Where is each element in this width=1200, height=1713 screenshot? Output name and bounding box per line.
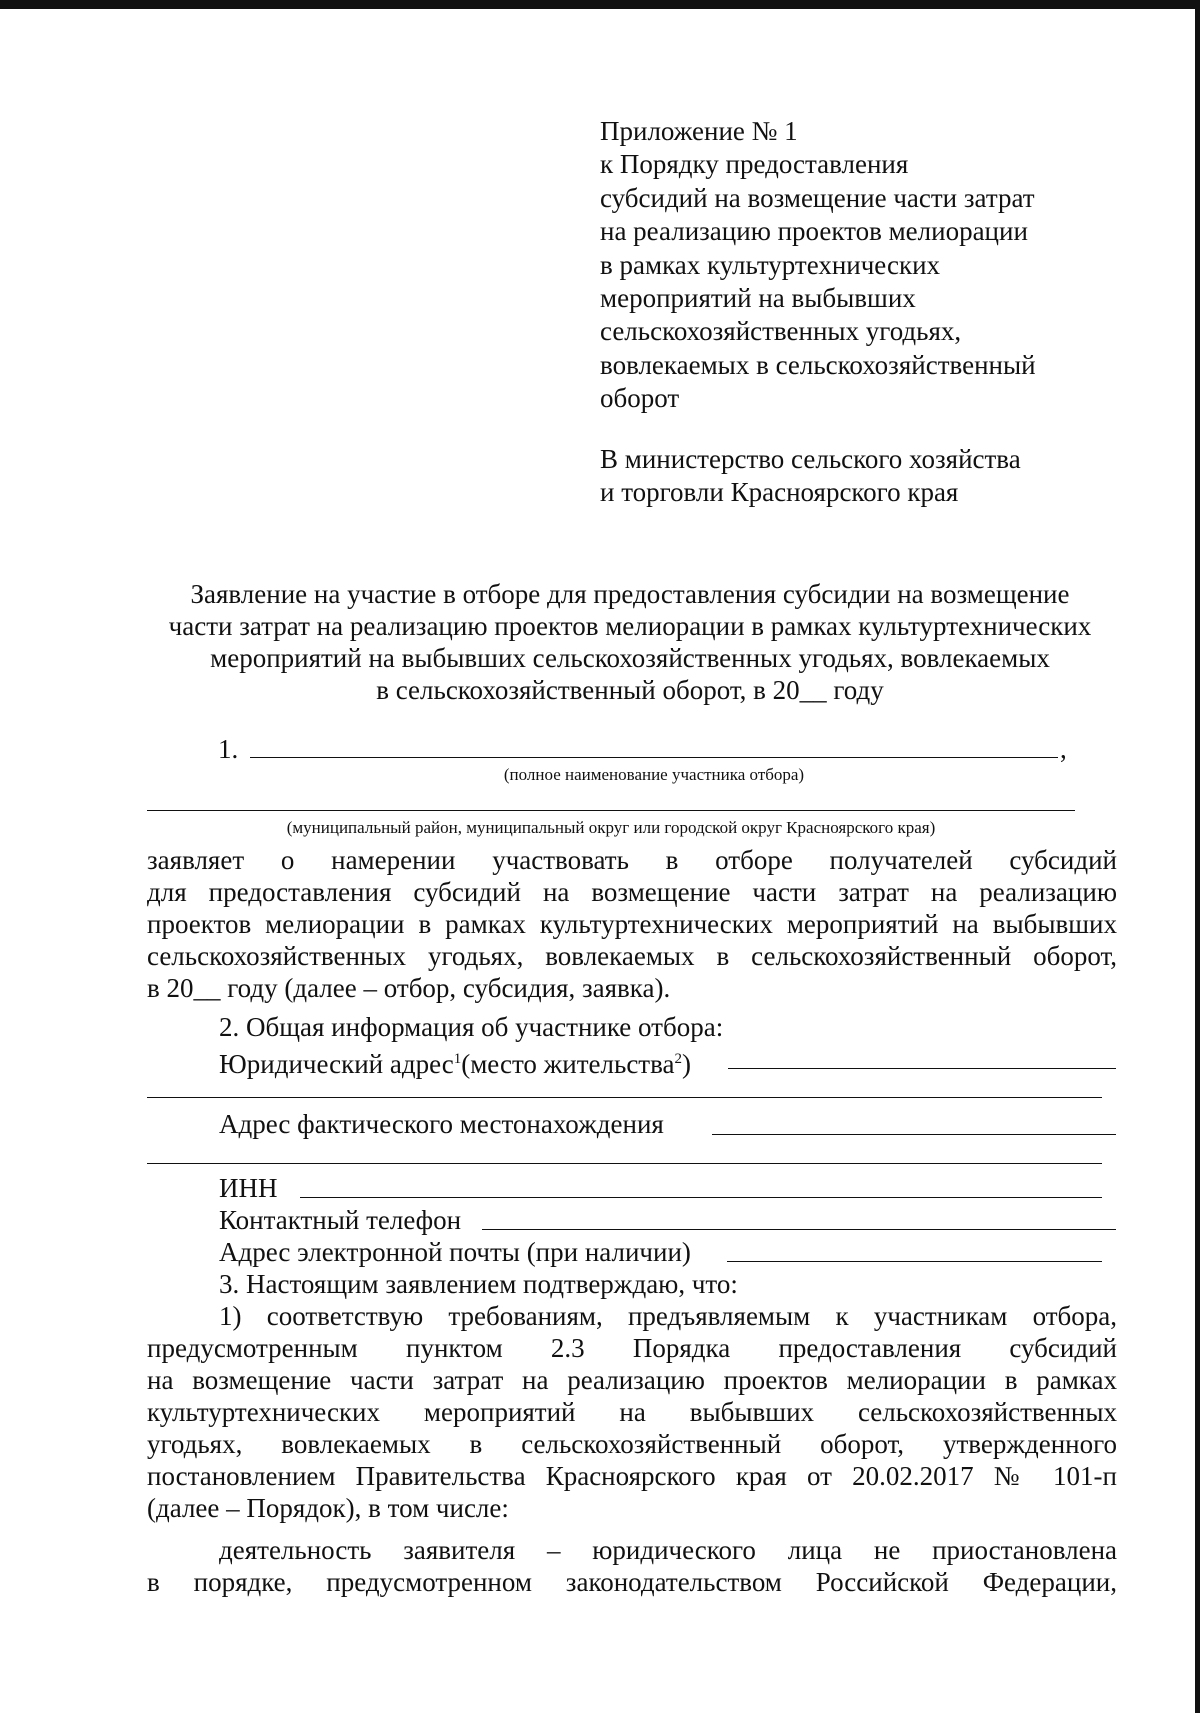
body-line: угодьях, вовлекаемых в сельскохозяйственный оборот, утвержденного xyxy=(147,1429,1117,1459)
body-line: на возмещение части затрат на реализацию проектов мелиорации в рамках xyxy=(147,1365,1117,1395)
phone-label: Контактный телефон xyxy=(219,1205,462,1235)
section3-heading: 3. Настоящим заявлением подтверждаю, что: xyxy=(219,1269,738,1299)
participant-name-field[interactable] xyxy=(250,757,1058,758)
scan-top-edge xyxy=(0,0,1200,9)
annex-line: вовлекаемых в сельскохозяйственный xyxy=(600,349,1036,380)
legal-address-label: Юридический адрес$^1$(место жительства$^2$) xyxy=(219,1049,691,1079)
actual-address-label: Адрес фактического местонахождения xyxy=(219,1109,664,1139)
annex-header xyxy=(600,115,1120,416)
email-label: Адрес электронной почты (при наличии) xyxy=(219,1237,691,1267)
body-line: (далее – Порядок), в том числе: xyxy=(147,1493,509,1523)
legal-address-field-continued[interactable] xyxy=(147,1097,1102,1098)
body-line: культуртехнических мероприятий на выбывших сельскохозяйственных xyxy=(147,1397,1117,1427)
body-line: для предоставления субсидий на возмещение части затрат на реализацию xyxy=(147,877,1117,907)
addressee-line: В министерство сельского хозяйства xyxy=(600,444,1021,474)
addressee-line: и торговли Красноярского края xyxy=(600,477,959,508)
municipal-district-caption: (муниципальный район, муниципальный округ или городской округ Красноярского края) xyxy=(286,818,936,837)
annex-line: мероприятий на выбывших xyxy=(600,283,916,314)
annex-line: Приложение № 1 xyxy=(600,116,798,146)
section1-body xyxy=(147,844,1117,1004)
annex-line: на реализацию проектов мелиорации xyxy=(600,216,1028,247)
municipal-district-field[interactable] xyxy=(147,810,1075,811)
actual-address-field-continued[interactable] xyxy=(147,1163,1102,1164)
document-title xyxy=(130,578,1130,706)
section1-comma: , xyxy=(1060,734,1067,764)
inn-field[interactable] xyxy=(300,1197,1102,1198)
scan-right-edge xyxy=(1195,0,1200,1713)
title-line: Заявление на участие в отборе для предоставления субсидии на возмещение xyxy=(190,579,1070,609)
body-line: в порядке, предусмотренном законодательством Российской Федерации, xyxy=(147,1567,1117,1597)
title-line: части затрат на реализацию проектов мелиорации в рамках культуртехнических xyxy=(168,611,1092,641)
legal-address-field[interactable] xyxy=(728,1068,1116,1069)
actual-address-field[interactable] xyxy=(712,1134,1116,1135)
body-line: постановлением Правительства Красноярского края от 20.02.2017 № 101-п xyxy=(147,1461,1117,1491)
annex-line: к Порядку предоставления xyxy=(600,149,909,180)
section3-activity xyxy=(147,1534,1117,1598)
body-line: сельскохозяйственных угодьях, вовлекаемых в сельскохозяйственный оборот, xyxy=(147,941,1117,971)
annex-line: в рамках культуртехнических xyxy=(600,249,941,280)
body-line: заявляет о намерении участвовать в отборе получателей субсидий xyxy=(147,845,1117,875)
body-line: предусмотренным пунктом 2.3 Порядка предоставления субсидий xyxy=(147,1333,1117,1363)
section3-item1 xyxy=(147,1300,1117,1524)
email-field[interactable] xyxy=(727,1261,1102,1262)
body-line: проектов мелиорации в рамках культуртехнических мероприятий на выбывших xyxy=(147,909,1117,939)
body-line: деятельность заявителя – юридического лица не приостановлена xyxy=(219,1535,1117,1565)
annex-line: субсидий на возмещение части затрат xyxy=(600,182,1035,213)
body-line: 1) соответствую требованиям, предъявляемым к участникам отбора, xyxy=(219,1301,1117,1331)
title-line: мероприятий на выбывших сельскохозяйственных угодьях, вовлекаемых xyxy=(210,643,1050,673)
section1-number: 1. xyxy=(218,734,239,764)
title-line: в сельскохозяйственный оборот, в 20__ году xyxy=(376,675,884,705)
inn-label: ИНН xyxy=(219,1173,278,1203)
annex-line: оборот xyxy=(600,383,680,414)
section2-heading: 2. Общая информация об участнике отбора: xyxy=(219,1012,724,1042)
body-line: в 20__ году (далее – отбор, субсидия, заявка). xyxy=(147,973,671,1003)
addressee xyxy=(600,443,1120,510)
participant-name-caption: (полное наименование участника отбора) xyxy=(503,765,805,784)
phone-field[interactable] xyxy=(482,1229,1116,1230)
annex-line: сельскохозяйственных угодьях, xyxy=(600,316,962,347)
